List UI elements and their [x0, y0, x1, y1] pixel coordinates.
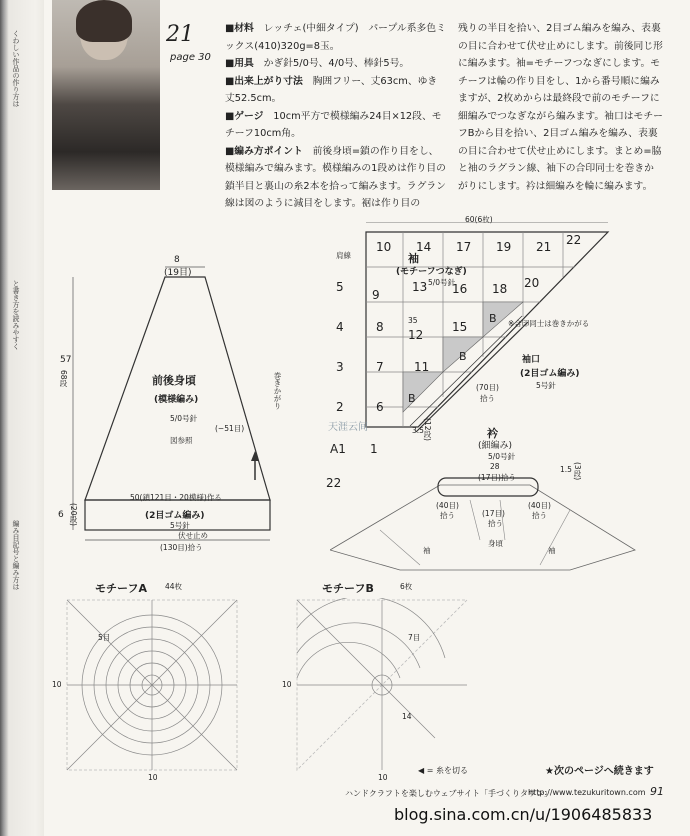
cell-label: B [489, 312, 497, 325]
spine-text-3: 編み目記号と編み方は [12, 520, 20, 590]
motif-a-count: 44枚 [165, 582, 183, 591]
pattern-number: 21 [166, 22, 194, 47]
body-band-needle: 5号針 [170, 521, 190, 530]
body-whip-stitch: 巻きかがり [273, 372, 282, 410]
sleeve-note: ※合印同士は巻きかがる [508, 319, 590, 328]
tools-label: ■用具 [225, 58, 254, 69]
body-title: 前後身頃 [152, 374, 196, 387]
cell-label: 7 [376, 360, 384, 374]
size-text: 胸囲フリー、丈63cm、ゆき丈52.5cm。 [225, 75, 438, 104]
collar-body: 身頃 [488, 539, 503, 548]
cell-label: 9 [372, 288, 380, 302]
collar-center-pick2: 拾う [488, 519, 503, 528]
legend-cut-text: = 糸を切る [426, 766, 468, 775]
page-spine [0, 0, 44, 836]
cell-label: 4 [336, 320, 344, 334]
cuff-subtitle: (2目ゴム編み) [520, 369, 580, 379]
body-ref: 図参照 [170, 436, 193, 445]
collar-sleeve-left: 袖 [423, 546, 431, 555]
cell-label: 21 [536, 240, 552, 254]
sleeve-mark: 35 [408, 316, 418, 325]
motif-b-height: 10 [282, 680, 292, 689]
instructions-col-2 [458, 20, 663, 195]
body-band-rows: (20段) [69, 503, 78, 526]
points-continued: 残りの半目を拾い、2目ゴム編みを編み、表裏の目に合わせて伏せ止めにします。前後同じ形に編みます。袖=モチーフつなぎにします。モチーフは輪の作り目をし、1から番号順に編みますが、2枚めからは最終段で前のモチーフに細編みでつなぎながら編みます。袖口はモチーフBから目を拾い、2目ゴム編みを編み、表裏の目に合わせて伏せ止めにします。まとめ=脇と袖のラグラン線、袖下の合印同士を巻きかがりにします。衿は細編みを輪に編みます。 [458, 23, 663, 192]
collar-side-h: 1.5 [560, 465, 572, 474]
cuff-rows: (12段) [423, 418, 432, 441]
sleeve-subtitle: (モチーフつなぎ) [396, 267, 467, 277]
body-height-cm: 57 [60, 355, 72, 365]
body-band: (2目ゴム編み) [145, 511, 205, 521]
cell-label: 10 [376, 240, 392, 254]
materials-label: ■材料 [225, 23, 254, 34]
cuff-pick: (70目) [476, 383, 499, 392]
motif-b-chart [295, 598, 470, 773]
sleeve-shoulder: 肩線 [336, 251, 351, 260]
collar-title: 衿 [487, 427, 498, 440]
collar-center-pick: (17目) [482, 509, 505, 518]
motif-a-title: モチーフA [95, 582, 147, 595]
collar-left-pick2: 拾う [440, 511, 455, 520]
collar-side-rows: (3段) [573, 462, 582, 481]
body-top-stitches: (19目) [164, 268, 192, 278]
motif-b-diagonal: 14 [402, 712, 412, 721]
cell-label: 14 [416, 240, 432, 254]
collar-diagram [330, 470, 640, 580]
cell-label: 13 [412, 280, 428, 294]
body-band-height: 6 [58, 510, 64, 520]
points-text: 前後身頃=鎖の作り目をし、模様編みで編みます。模様編みの1段めは作り目の鎖半目と裏山の糸2本を拾って編みます。ラグラン線は図のように減目をします。裾は作り目の [225, 145, 446, 209]
cell-label: 12 [408, 328, 424, 342]
footer-site: ハンドクラフトを楽しむウェブサイト「手づくりタウン」 [345, 789, 552, 798]
tools-text: かぎ針5/0号、4/0号、棒針5号。 [263, 58, 410, 69]
gauge-text: 10cm平方で模様編み24目×12段、モチーフ10cm角。 [225, 110, 442, 139]
footer-url[interactable]: http://www.tezukuritown.com [528, 788, 646, 797]
collar-width: 28 [490, 462, 500, 471]
collar-right-pick: (40目) [528, 501, 551, 510]
model-hair [76, 0, 132, 42]
cell-label: 5 [336, 280, 344, 294]
sleeve-diagram [318, 222, 618, 502]
sleeve-hook: 5/0号針 [428, 278, 456, 287]
collar-left-pick: (40目) [436, 501, 459, 510]
cell-label: B [408, 392, 416, 405]
cuff-title: 袖口 [522, 355, 541, 365]
spine-text-2: と書き方を読みやすく [12, 280, 20, 350]
collar-pick-mid: (17目)拾う [478, 473, 516, 482]
cell-label: 3 [336, 360, 344, 374]
points-label: ■編み方ポイント [225, 145, 303, 157]
cell-label: 19 [496, 240, 512, 254]
sleeve-title: 袖 [408, 252, 419, 265]
motif-a-chart [65, 598, 240, 773]
spine-text-1: くわしい作品の作り方は [12, 30, 20, 107]
motif-a-height: 10 [52, 680, 62, 689]
cell-label: 22 [326, 476, 342, 490]
page-label: page 30 [170, 52, 211, 63]
body-width: 50(鎖121目・20模様)作る [130, 493, 222, 502]
cell-label: B [459, 350, 467, 363]
blog-watermark: blog.sina.com.cn/u/1906485833 [394, 805, 653, 824]
stamp-mark: 天涯云间 [328, 422, 368, 433]
collar-subtitle: (細編み) [478, 441, 513, 451]
materials-text: レッチェ(中細タイプ) パープル系多色ミックス(410)320g=8玉。 [225, 23, 446, 52]
body-raglan-decrease: (−51目) [215, 424, 245, 433]
motif-b-count: 6枚 [400, 582, 413, 591]
cell-label: 6 [376, 400, 384, 414]
cell-label: 16 [452, 282, 468, 296]
cell-label: 2 [336, 400, 344, 414]
motif-a-row: 5目 [98, 633, 111, 642]
body-bottom-pick: (130目)拾う [160, 543, 203, 552]
gauge-label: ■ゲージ [225, 110, 264, 122]
size-label: ■出来上がり寸法 [225, 75, 303, 87]
body-subtitle: (模様編み) [154, 395, 199, 405]
cell-label: A1 [330, 442, 346, 456]
body-height-rows: 68段 [59, 370, 68, 388]
cuff-pick2: 拾う [480, 394, 495, 403]
cuff-needle: 5号針 [536, 381, 556, 390]
motif-b-row: 7目 [408, 633, 421, 642]
cell-label: 15 [452, 320, 468, 334]
motif-a-width: 10 [148, 773, 158, 782]
cell-label: 22 [566, 233, 582, 247]
cell-label: 8 [376, 320, 384, 334]
page-number: 91 [650, 785, 664, 798]
cell-label: 11 [414, 360, 430, 374]
cell-label: 20 [524, 276, 540, 290]
cell-label: 1 [370, 442, 378, 456]
collar-hook: 5/0号針 [488, 452, 516, 461]
cell-label: 18 [492, 282, 508, 296]
motif-b-width: 10 [378, 773, 388, 782]
body-top-cm: 8 [174, 255, 180, 265]
cell-label: 17 [456, 240, 472, 254]
body-hook: 5/0号針 [170, 414, 198, 423]
collar-sleeve-right: 袖 [548, 546, 556, 555]
motif-b-title: モチーフB [322, 582, 374, 595]
sleeve-width: 60(6枚) [465, 215, 493, 224]
body-bind-off: 伏せ止め [178, 531, 208, 540]
instructions-col-1 [225, 20, 447, 213]
collar-right-pick2: 拾う [532, 511, 547, 520]
continued-note: ★次のページへ続きます [545, 766, 654, 777]
cuff-height: 3.5 [412, 426, 424, 435]
legend-cut-yarn: ◀ = 糸を切る [418, 766, 468, 775]
